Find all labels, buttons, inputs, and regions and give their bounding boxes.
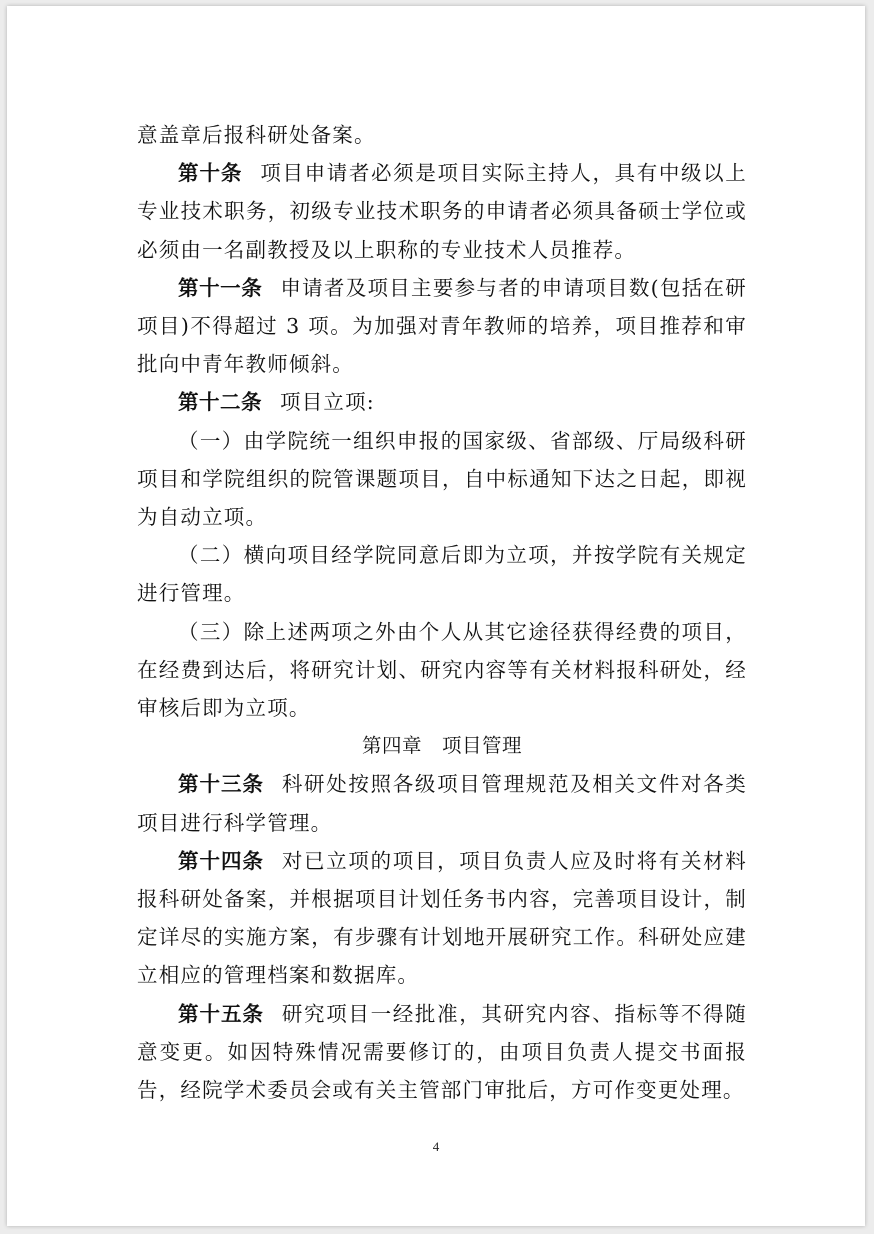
article-10	[137, 154, 747, 269]
article-12-item-2: （二）横向项目经学院同意后即为立项，并按学院有关规定进行管理。	[137, 543, 747, 606]
article-text: 对已立项的项目，项目负责人应及时将有关材料报科研处备案，并根据项目计划任务书内容，完善项目设计，制定详尽的实施方案，有步骤有计划地开展研究工作。科研处应建立相应的管理档案和数据库。	[137, 848, 748, 988]
article-label: 第十一条	[178, 275, 263, 300]
document-body	[137, 116, 747, 1109]
article-14	[137, 842, 747, 995]
article-12-item-3: （三）除上述两项之外由个人从其它途径获得经费的项目，在经费到达后，将研究计划、研究内容等有关材料报科研处，经审核后即为立项。	[137, 619, 747, 721]
article-12-item-1: （一）由学院统一组织申报的国家级、省部级、厅局级科研项目和学院组织的院管课题项目，自中标通知下达之日起，即视为自动立项。	[137, 428, 747, 530]
article-text: 项目立项:	[280, 390, 375, 415]
article-label: 第十五条	[178, 1001, 264, 1026]
article-12	[137, 383, 747, 421]
article-label: 第十三条	[178, 772, 264, 797]
article-label: 第十二条	[178, 390, 262, 415]
article-text: 研究项目一经批准，其研究内容、指标等不得随意变更。如因特殊情况需要修订的，由项目负责人提交书面报告，经院学术委员会或有关主管部门审批后，方可作变更处理。	[137, 1001, 748, 1103]
article-15	[137, 995, 747, 1110]
page-number: 4	[432, 1139, 440, 1154]
document-page	[7, 6, 865, 1226]
article-13	[137, 765, 747, 841]
article-label: 第十四条	[178, 848, 264, 873]
article-text: 申请者及项目主要参与者的申请项目数(包括在研项目)不得超过 3 项。为加强对青年教师的培养，项目推荐和审批向中青年教师倾斜。	[137, 275, 747, 377]
article-text: 项目申请者必须是项目实际主持人，具有中级以上专业技术职务，初级专业技术职务的申请者必须具备硕士学位或必须由一名副教授及以上职称的专业技术人员推荐。	[137, 161, 747, 262]
chapter-title: 项目管理	[442, 734, 523, 758]
article-11	[137, 269, 747, 384]
chapter-heading	[137, 727, 747, 765]
article-label: 第十条	[178, 161, 243, 186]
paragraph-continuation: 意盖章后报科研处备案。	[137, 123, 376, 147]
chapter-number: 第四章	[361, 734, 422, 758]
article-text: 科研处按照各级项目管理规范及相关文件对各类项目进行科学管理。	[137, 772, 748, 835]
